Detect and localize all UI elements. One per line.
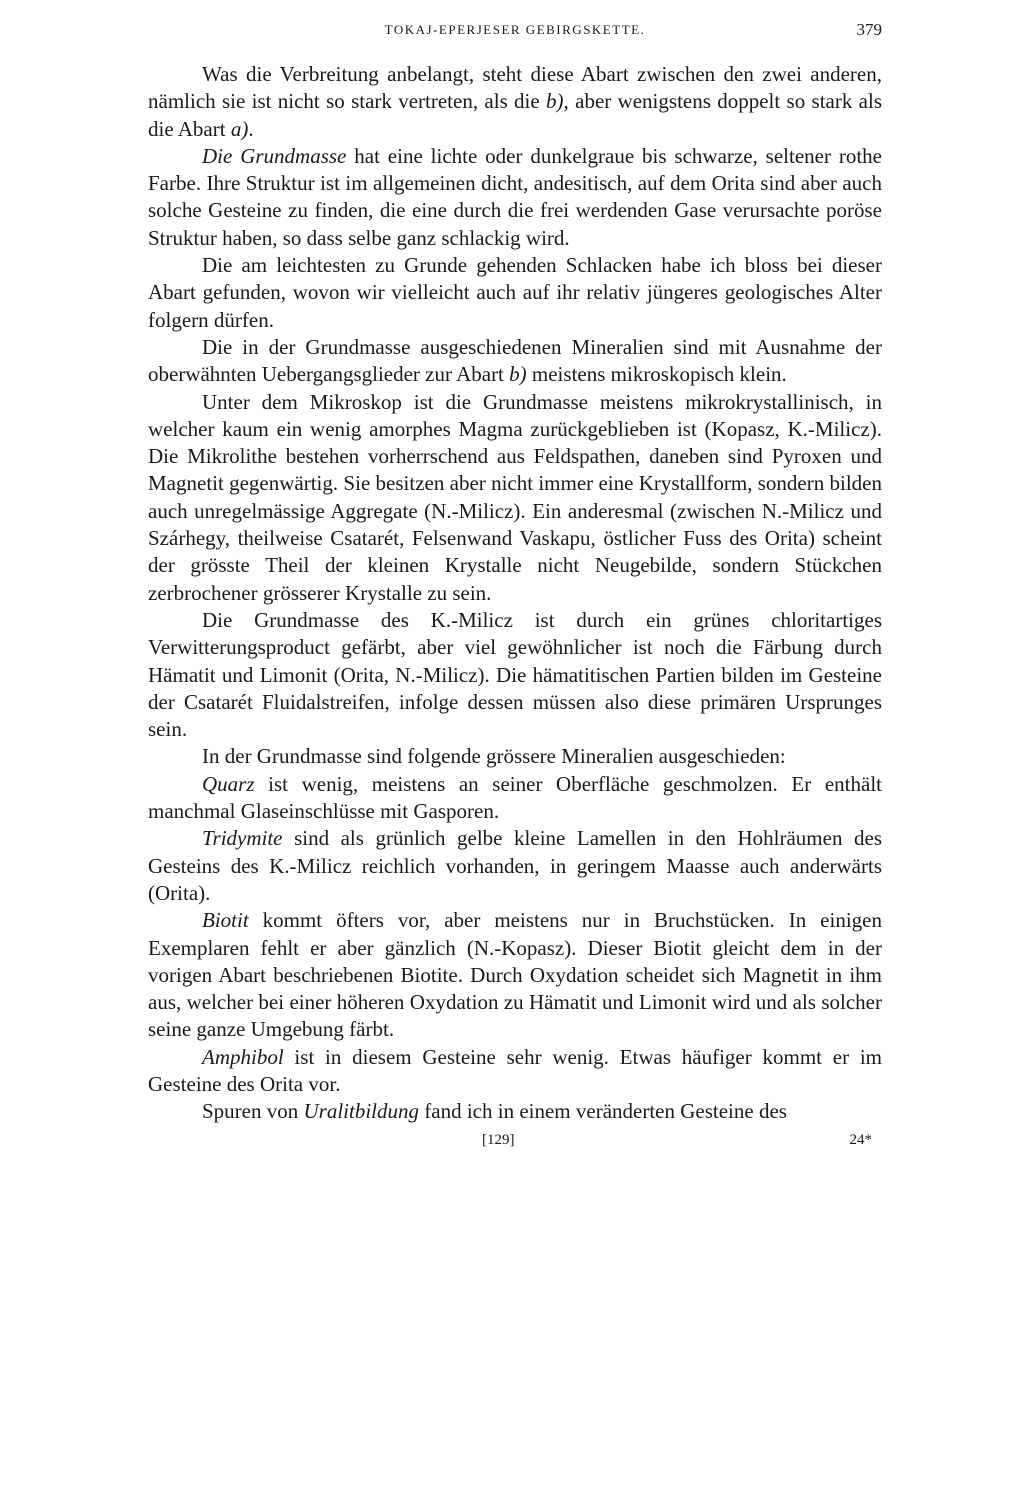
running-head (148, 20, 882, 44)
emphasis-text: Quarz (202, 771, 255, 796)
paragraph (148, 252, 882, 334)
text-run: , aber wenigstens doppelt so stark als die Abart (148, 89, 882, 141)
paragraph (148, 907, 882, 1043)
text-run: Die Grundmasse des K.-Milicz ist durch ein grünes chloritartiges Verwitterungsproduct gefärbt, aber viel gewöhnlicher ist noch die Färbung durch Hämatit und Limonit (Orita, N.-Milicz). Die hämatitischen Partien bilden im Gesteine der Csatarét Fluidalstreifen, infolge dessen müssen also diese primären Ursprunges sein. (148, 607, 882, 742)
paragraph (148, 771, 882, 826)
emphasis-text: Amphibol (202, 1044, 284, 1069)
paragraph (148, 334, 882, 389)
emphasis-text: Tridymite (202, 826, 283, 851)
emphasis-text: Uralitbildung (303, 1099, 420, 1124)
emphasis-text: b) (546, 89, 564, 114)
text-run: sind als grünlich gelbe kleine Lamellen in den Hohlräumen des Gesteins des K.-Milicz reichlich vorhanden, in geringem Maasse auch anderwärts (Orita). (148, 826, 882, 905)
text-run: ist in diesem Gesteine sehr wenig. Etwas häufiger kommt er im Gesteine des Orita vor. (148, 1044, 882, 1096)
paragraph (148, 389, 882, 607)
paragraph (148, 607, 882, 743)
emphasis-text: Biotit (202, 908, 249, 933)
text-run: Was die Verbreitung anbelangt, steht diese Abart zwischen den zwei anderen, nämlich sie ist nicht so stark vertreten, als die (148, 62, 882, 114)
body-text (148, 61, 882, 1126)
text-run: . (248, 116, 254, 141)
page-footer (148, 1132, 882, 1156)
paragraph (148, 61, 882, 143)
text-run: meistens mikroskopisch klein. (526, 362, 787, 387)
text-run: In der Grundmasse sind folgende grössere Mineralien ausgeschieden: (202, 744, 786, 769)
signature-mark: [129] (482, 1131, 515, 1148)
text-run: kommt öfters vor, aber meistens nur in Bruchstücken. In einigen Exemplaren fehlt er aber gänzlich (N.-Kopasz). Dieser Biotit gleicht dem in der vorigen Abart beschriebenen Biotite. Durch Oxydation scheidet sich Magnetit in ihm aus, welcher bei einer höheren Oxydation zu Hämatit und Limonit wird und als solcher seine ganze Umgebung färbt. (148, 908, 882, 1042)
text-run: fand ich in einem veränderten Gesteine des (419, 1099, 787, 1124)
text-run: Unter dem Mikroskop ist die Grundmasse meistens mikrokrystallinisch, in welcher kaum ein wenig amorphes Magma zurückgeblieben ist (Kopasz, K.-Milicz). Die Mikrolithe bestehen vorherrschend aus Feldspathen, daneben sind Pyroxen und Magnetit gegenwärtig. Sie besitzen aber nicht immer eine Krystallform, sondern bilden auch unregelmässige Aggregate (N.-Milicz). Ein anderesmal (zwischen N.-Milicz und Szárhegy, theilweise Csatarét, Felsenwand Vaskapu, östlicher Fuss des Orita) scheint der grösste Theil der kleinen Krystalle nicht Neugebilde, sondern Stückchen zerbrochener grösserer Krystalle zu sein. (148, 389, 882, 605)
emphasis-text: b) (509, 362, 527, 387)
text-run: ist wenig, meistens an seiner Oberfläche geschmolzen. Er enthält manchmal Glaseinschlüsse mit Gasporen. (148, 771, 882, 824)
emphasis-text: Die Grundmasse (202, 143, 347, 168)
text-run: Die am leichtesten zu Grunde gehenden Schlacken habe ich bloss bei dieser Abart gefunden, wovon wir vielleicht auch auf ihr relativ jüngeres geologisches Alter folgern dürfen. (148, 253, 882, 332)
page-number: 379 (856, 20, 882, 39)
running-title: TOKAJ-EPERJESER GEBIRGSKETTE. (384, 22, 646, 37)
text-run: Die in der Grundmasse ausgeschiedenen Mineralien sind mit Ausnahme der oberwähnten Uebergangsglieder zur Abart (148, 334, 882, 387)
text-run: Spuren von (202, 1099, 304, 1124)
paragraph (148, 143, 882, 252)
page (148, 20, 882, 1156)
text-run: hat eine lichte oder dunkelgraue bis schwarze, seltener rothe Farbe. Ihre Struktur ist im allgemeinen dicht, andesitisch, auf dem Orita sind aber auch solche Gesteine zu finden, die eine durch die frei werdenden Gase verursachte poröse Struktur haben, so dass selbe ganz schlackig wird. (148, 143, 882, 250)
paragraph (148, 825, 882, 907)
paragraph (148, 1098, 882, 1125)
sheet-number: 24* (849, 1131, 872, 1148)
paragraph (148, 743, 882, 770)
emphasis-text: a) (230, 116, 249, 141)
paragraph (148, 1044, 882, 1099)
